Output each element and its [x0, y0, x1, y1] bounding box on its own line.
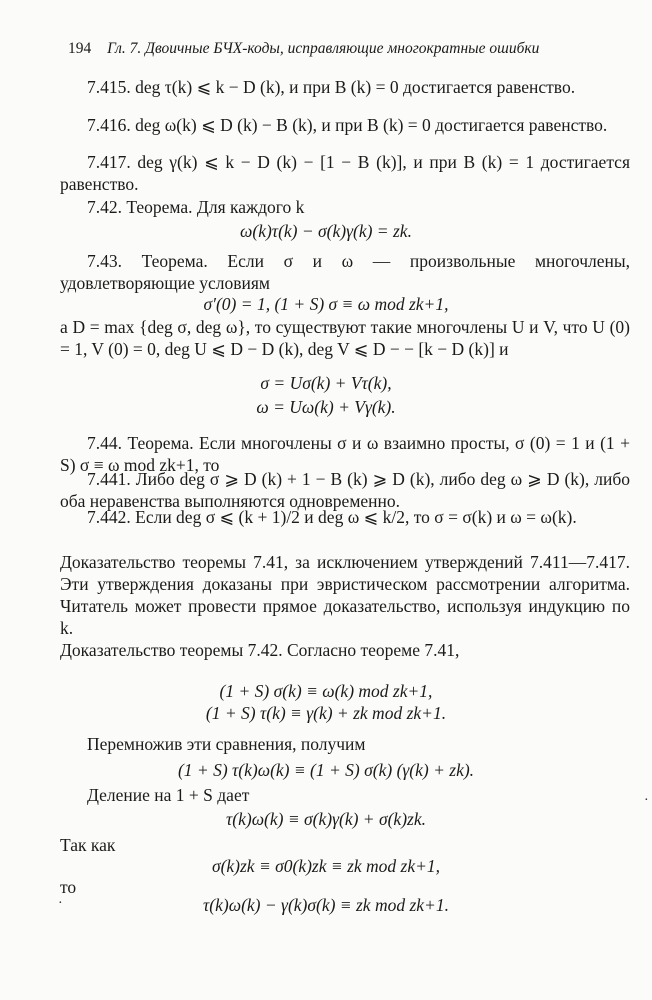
statement-7416-text: 7.416. deg ω(k) ⩽ D (k) − B (k), и при B (k) = 0 достигается равенство.: [87, 115, 608, 135]
running-title: Гл. 7. Двоичные БЧХ-коды, исправляющие многократные ошибки: [107, 40, 540, 57]
statement-7442: [60, 506, 630, 528]
text-multiply: [60, 733, 630, 755]
statement-7417-text: 7.417. deg γ(k) ⩽ k − D (k) − [1 − B (k)], и при B (k) = 1 достигается равенство.: [60, 152, 630, 194]
equation-proof-3: (1 + S) τ(k)ω(k) ≡ (1 + S) σ(k) (γ(k) + zk).: [177, 760, 475, 780]
text-division: [60, 784, 630, 806]
theorem-742: [60, 196, 630, 218]
statement-7415: [60, 76, 630, 98]
equation-proof-1: (1 + S) σ(k) ≡ ω(k) mod zk+1,: [219, 681, 433, 701]
running-header: [68, 38, 628, 60]
theorem-743-continuation-text: а D = max {deg σ, deg ω}, то существуют такие многочлены U и V, что U (0) = 1, V (0) = 0, deg U ⩽ D − D (k), deg V ⩽ D − − [k − D (k)] и: [60, 317, 630, 359]
equation-proof-6: τ(k)ω(k) − γ(k)σ(k) ≡ zk mod zk+1.: [203, 895, 449, 915]
theorem-743-continuation: [60, 316, 630, 360]
text-then-text: то: [60, 877, 77, 897]
theorem-743-text: 7.43. Теорема. Если σ и ω — произвольные многочлены, удовлетворяющие условиям: [60, 251, 630, 293]
text-since: [60, 834, 630, 856]
statement-7441-text: 7.441. Либо deg σ ⩾ D (k) + 1 − B (k) ⩾ D (k), либо deg ω ⩾ D (k), либо оба неравенства выполняются одновременно.: [60, 469, 630, 511]
margin-dot: ·: [58, 896, 63, 911]
equation-proof-4: τ(k)ω(k) ≡ σ(k)γ(k) + σ(k)zk.: [226, 809, 426, 829]
equation-proof-2: (1 + S) τ(k) ≡ γ(k) + zk mod zk+1.: [205, 703, 447, 723]
margin-dot-right: ·: [644, 793, 649, 808]
equation-proof-5: σ(k)zk ≡ σ0(k)zk ≡ zk mod zk+1,: [211, 856, 441, 876]
proof-theorem-741-text: Доказательство теоремы 7.41, за исключением утверждений 7.411—7.417. Эти утверждения доказаны при эвристическом рассмотрении алгоритма. Читатель может провести прямое доказательство, используя индукцию по k.: [60, 552, 630, 638]
equation-743-conditions: σ′(0) = 1, (1 + S) σ ≡ ω mod zk+1,: [203, 294, 449, 314]
statement-7416: [60, 114, 630, 136]
theorem-744-text: 7.44. Теорема. Если многочлены σ и ω взаимно просты, σ (0) = 1 и (1 + S) σ ≡ ω mod zk+1, то: [60, 433, 630, 475]
equation-743-omega: ω = Uω(k) + Vγ(k).: [256, 397, 396, 417]
statement-7415-text: 7.415. deg τ(k) ⩽ k − D (k), и при B (k) = 0 достигается равенство.: [87, 77, 576, 97]
text-division-text: Деление на 1 + S дает: [87, 785, 250, 805]
proof-theorem-742: [60, 639, 630, 661]
statement-7417: [60, 151, 630, 195]
page-number: 194: [68, 40, 92, 57]
text-since-text: Так как: [60, 835, 116, 855]
equation-742: ω(k)τ(k) − σ(k)γ(k) = zk.: [240, 221, 412, 241]
statement-7442-text: 7.442. Если deg σ ⩽ (k + 1)/2 и deg ω ⩽ k/2, то σ = σ(k) и ω = ω(k).: [87, 507, 577, 527]
equation-743-sigma: σ = Uσ(k) + Vτ(k),: [260, 373, 392, 393]
theorem-742-text: 7.42. Теорема. Для каждого k: [87, 197, 305, 217]
theorem-743: [60, 250, 630, 294]
proof-theorem-742-text: Доказательство теоремы 7.42. Согласно теореме 7.41,: [60, 640, 460, 660]
proof-theorem-741: [60, 551, 630, 639]
text-multiply-text: Перемножив эти сравнения, получим: [87, 734, 366, 754]
